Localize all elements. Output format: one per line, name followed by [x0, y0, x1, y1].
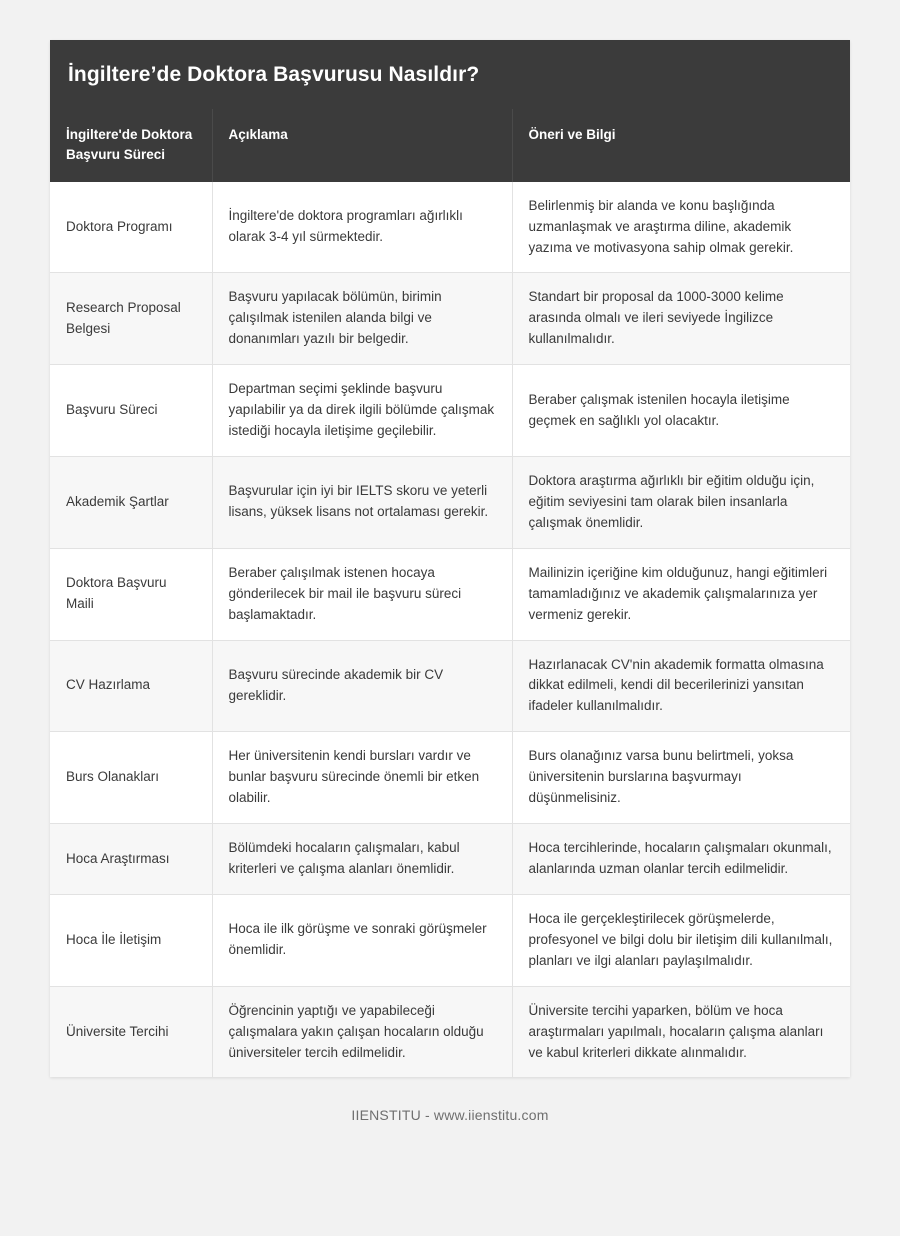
cell-description: Başvuru yapılacak bölümün, birimin çalışılmak istenilen alanda bilgi ve donanımları yazılı bir belgedir.: [212, 273, 512, 365]
cell-advice: Burs olanağınız varsa bunu belirtmeli, yoksa üniversitenin burslarına başvurmayı düşünmelisiniz.: [512, 732, 850, 824]
cell-advice: Mailinizin içeriğine kim olduğunuz, hangi eğitimleri tamamladığınız ve akademik çalışmalarınıza yer vermeniz gerekir.: [512, 548, 850, 640]
cell-description: Bölümdeki hocaların çalışmaları, kabul kriterleri ve çalışma alanları önemlidir.: [212, 824, 512, 895]
table-row: [50, 894, 850, 986]
table-row: [50, 824, 850, 895]
column-header-advice: Öneri ve Bilgi: [512, 109, 850, 182]
cell-advice: Belirlenmiş bir alanda ve konu başlığında uzmanlaşmak ve araştırma diline, akademik yazıma ve motivasyona sahip olmak gerekir.: [512, 182, 850, 273]
column-header-description: Açıklama: [212, 109, 512, 182]
cell-advice: Hoca tercihlerinde, hocaların çalışmaları okunmalı, alanlarında uzman olanlar tercih edilmelidir.: [512, 824, 850, 895]
cell-step: Akademik Şartlar: [50, 456, 212, 548]
process-table: [50, 109, 850, 1077]
cell-description: Öğrencinin yaptığı ve yapabileceği çalışmalara yakın çalışan hocaların olduğu üniversiteler tercih edilmelidir.: [212, 986, 512, 1077]
table-row: [50, 640, 850, 732]
cell-description: Başvurular için iyi bir IELTS skoru ve yeterli lisans, yüksek lisans not ortalaması gerekir.: [212, 456, 512, 548]
cell-step: Başvuru Süreci: [50, 365, 212, 457]
cell-step: Doktora Başvuru Maili: [50, 548, 212, 640]
page-title: İngiltere’de Doktora Başvurusu Nasıldır?: [68, 63, 480, 86]
table-header: [50, 109, 850, 182]
cell-step: CV Hazırlama: [50, 640, 212, 732]
cell-step: Doktora Programı: [50, 182, 212, 273]
cell-step: Hoca Araştırması: [50, 824, 212, 895]
cell-description: İngiltere'de doktora programları ağırlıklı olarak 3-4 yıl sürmektedir.: [212, 182, 512, 273]
cell-advice: Doktora araştırma ağırlıklı bir eğitim olduğu için, eğitim seviyesini tam olarak bilen insanlarla çalışmak önemlidir.: [512, 456, 850, 548]
table-row: [50, 273, 850, 365]
column-header-step: İngiltere'de Doktora Başvuru Süreci: [50, 109, 212, 182]
table-row: [50, 732, 850, 824]
cell-description: Hoca ile ilk görüşme ve sonraki görüşmeler önemlidir.: [212, 894, 512, 986]
table-row: [50, 456, 850, 548]
cell-step: Burs Olanakları: [50, 732, 212, 824]
cell-advice: Üniversite tercihi yaparken, bölüm ve hoca araştırmaları yapılmalı, hocaların çalışma alanları ve kabul kriterleri dikkate alınmalıdır.: [512, 986, 850, 1077]
cell-advice: Beraber çalışmak istenilen hocayla iletişime geçmek en sağlıklı yol olacaktır.: [512, 365, 850, 457]
cell-description: Beraber çalışılmak istenen hocaya gönderilecek bir mail ile başvuru süreci başlamaktadır.: [212, 548, 512, 640]
cell-advice: Hazırlanacak CV'nin akademik formatta olmasına dikkat edilmeli, kendi dil becerilerinizi yansıtan ifadeler kullanılmalıdır.: [512, 640, 850, 732]
table-body: [50, 182, 850, 1078]
table-row: [50, 548, 850, 640]
cell-description: Her üniversitenin kendi bursları vardır ve bunlar başvuru sürecinde önemli bir etken olabilir.: [212, 732, 512, 824]
table-row: [50, 182, 850, 273]
table-row: [50, 365, 850, 457]
footer-credit: IIENSTITU - www.iienstitu.com: [351, 1107, 549, 1124]
table-header-row: [50, 109, 850, 182]
cell-advice: Standart bir proposal da 1000-3000 kelime arasında olmalı ve ileri seviyede İngilizce kullanılmalıdır.: [512, 273, 850, 365]
cell-step: Üniversite Tercihi: [50, 986, 212, 1077]
cell-description: Başvuru sürecinde akademik bir CV gereklidir.: [212, 640, 512, 732]
cell-description: Departman seçimi şeklinde başvuru yapılabilir ya da direk ilgili bölümde çalışmak istediği hocayla iletişime geçilebilir.: [212, 365, 512, 457]
cell-step: Hoca İle İletişim: [50, 894, 212, 986]
title-bar: [50, 40, 850, 109]
cell-advice: Hoca ile gerçekleştirilecek görüşmelerde, profesyonel ve bilgi dolu bir iletişim dili kullanılmalı, planları ve ilgi alanları paylaşılmalıdır.: [512, 894, 850, 986]
cell-step: Research Proposal Belgesi: [50, 273, 212, 365]
table-row: [50, 986, 850, 1077]
infographic-card: [50, 40, 850, 1077]
